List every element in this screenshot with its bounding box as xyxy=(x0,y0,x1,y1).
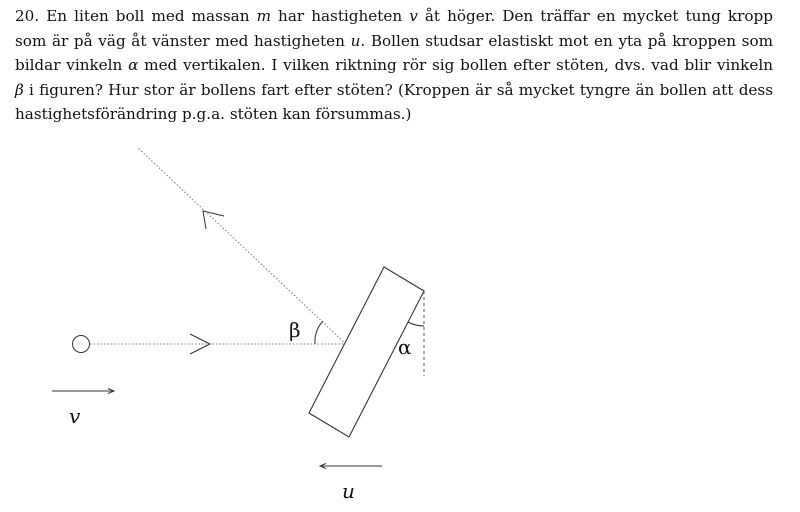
u-label: u xyxy=(342,479,355,503)
outgoing-path xyxy=(137,147,346,344)
alpha-arc xyxy=(408,322,424,326)
math-symbol: β xyxy=(15,80,24,99)
beta-label: β xyxy=(289,318,301,342)
math-symbol: v xyxy=(409,7,418,25)
text-segment: . Bollen studsar elastiskt mot en yta på kroppen som xyxy=(360,31,773,50)
text-segment: 20. En liten boll med massan xyxy=(15,7,257,25)
text-segment: med vertikalen. I vilken riktning rör sig bollen efter stöten, dvs. vad blir vinkeln xyxy=(138,56,773,74)
math-symbol: α xyxy=(128,56,139,74)
beta-arc xyxy=(315,321,323,344)
math-symbol: m xyxy=(256,7,271,25)
text-segment: åt höger. Den träffar en mycket tung kropp xyxy=(417,7,773,25)
text-segment: som är på väg åt vänster med hastigheten xyxy=(15,31,351,50)
ball xyxy=(73,336,90,353)
text-segment: bildar vinkeln xyxy=(15,56,129,74)
text-segment: i figuren? Hur stor är bollens fart efter stöten? (Kroppen är så mycket tyngre än bollen att dess xyxy=(23,80,773,99)
text-segment: hastighetsförändring p.g.a. stöten kan försummas.) xyxy=(15,105,412,123)
math-symbol: u xyxy=(350,31,361,50)
v-label: v xyxy=(69,404,81,428)
alpha-label: α xyxy=(398,335,412,359)
text-segment: har hastigheten xyxy=(270,7,410,25)
